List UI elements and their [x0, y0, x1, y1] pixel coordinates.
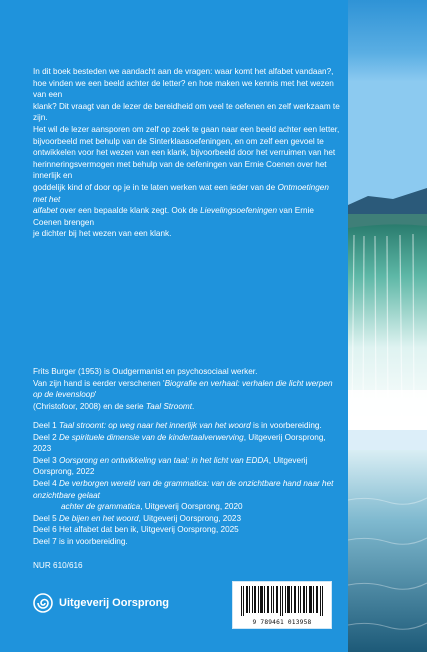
- series-item-rest: , Uitgeverij Oorsprong, 2020: [140, 502, 243, 512]
- series-name: Taal Stroomt: [145, 401, 192, 411]
- series-item: [33, 536, 343, 548]
- blurb-line: over een bepaalde klank zegt. Ook de: [59, 206, 198, 216]
- series-item-label: Deel 4: [33, 478, 57, 488]
- blurb-line: bijvoorbeeld met behulp van de Sinterklaasoefeningen, en om zelf een gevoel te: [33, 136, 324, 146]
- series-item: [33, 513, 343, 525]
- series-item-title: De bijen en het woord: [58, 513, 139, 523]
- barcode-digits: 9 789461 013958: [252, 619, 312, 626]
- series-item-label: Deel 7: [33, 536, 57, 546]
- waterfall-photo-strip: [348, 0, 427, 652]
- series-item: [33, 455, 343, 478]
- isbn-barcode: [232, 581, 332, 629]
- blurb-line: goddelijk kind of door op je in te laten werken wat een ieder van de: [33, 182, 276, 192]
- series-item-rest: , Uitgeverij Oorsprong, 2023: [138, 513, 242, 523]
- blurb-line: ontwikkelen voor het wezen van een klank, bijvoorbeeld door het verruimen van het: [33, 148, 336, 158]
- series-item-rest: Het alfabet dat ben ik, Uitgeverij Oorsprong, 2025: [58, 525, 239, 535]
- series-item: [33, 478, 343, 513]
- series-item-rest: is in voorbereiding.: [58, 536, 128, 546]
- series-item: [33, 524, 343, 536]
- blurb-line: je dichter bij het wezen van een klank.: [33, 229, 172, 239]
- series-item: [33, 420, 343, 432]
- author-line: Van zijn hand is eerder verschenen ': [33, 378, 165, 388]
- blurb-line: In dit boek besteden we aandacht aan de vragen: waar komt het alfabet vandaan?,: [33, 67, 334, 76]
- series-list: [33, 420, 343, 548]
- blurb-line: Het wil de lezer aansporen om zelf op zoek te gaan naar een beeld achter een letter,: [33, 124, 340, 134]
- blurb-title-emphasis: Ontmoetingen met het: [33, 182, 329, 204]
- series-item-rest: , Uitgeverij Oorsprong, 2023: [33, 432, 326, 454]
- series-item-title: Taal stroomt: op weg naar het innerlijk van het woord: [58, 421, 251, 430]
- blurb-line: herinneringsvermogen met behulp van de oefeningen van Ernie Coenen over het innerlijk en: [33, 159, 327, 181]
- author-line: Frits Burger (1953) is Oudgermanist en psychosociaal werker.: [33, 367, 258, 376]
- blurb-line: van Ernie Coenen brengen: [33, 206, 314, 227]
- blurb-paragraph: [33, 66, 343, 240]
- barcode-bars: [241, 586, 323, 616]
- series-item-title: De verborgen wereld van de grammatica: van de onzichtbare hand naar het onzichtbare gelaat: [33, 478, 334, 500]
- series-item-label: Deel 6: [33, 525, 57, 535]
- blurb-title-emphasis: Lievelingsoefeningen: [200, 206, 278, 216]
- series-item: [33, 432, 343, 455]
- blurb-line: hoe vinden we een beeld achter de letter? en hoe maken we kennis met het wezen van een: [33, 78, 334, 100]
- series-item-label: Deel 3: [33, 455, 57, 465]
- author-bio: [33, 366, 343, 412]
- series-item-rest: , Uitgeverij Oorsprong, 2022: [33, 455, 308, 477]
- publisher-logo: [33, 593, 169, 613]
- series-item-title: De spirituele dimensie van de kindertaalverwerving: [58, 432, 244, 442]
- series-item-title: Oorsprong en ontwikkeling van taal: in het licht van EDDA: [58, 455, 269, 465]
- publisher-name: Uitgeverij Oorsprong: [59, 597, 170, 609]
- author-line: (Christofoor, 2008) en de serie: [33, 401, 144, 411]
- waterfall-photo: [348, 0, 427, 652]
- author-book-title: Biografie en verhaal: verhalen die licht werpen op de levensloop: [33, 378, 333, 400]
- author-line: ': [94, 390, 97, 400]
- series-item-label: Deel 2: [33, 432, 57, 442]
- series-item-label: Deel 1: [33, 421, 57, 430]
- blurb-title-emphasis: alfabet: [33, 206, 58, 216]
- series-item-rest: is in voorbereiding.: [250, 421, 322, 430]
- nur-code: NUR 610/616: [33, 561, 83, 570]
- swirl-logo-icon: [33, 593, 53, 613]
- series-item-title-cont: achter de grammatica: [61, 502, 141, 512]
- series-item-label: Deel 5: [33, 513, 57, 523]
- author-line: .: [192, 401, 195, 411]
- blurb-line: klank? Dit vraagt van de lezer de bereidheid om veel te oefenen en zelf werkzaam te zijn.: [33, 101, 340, 123]
